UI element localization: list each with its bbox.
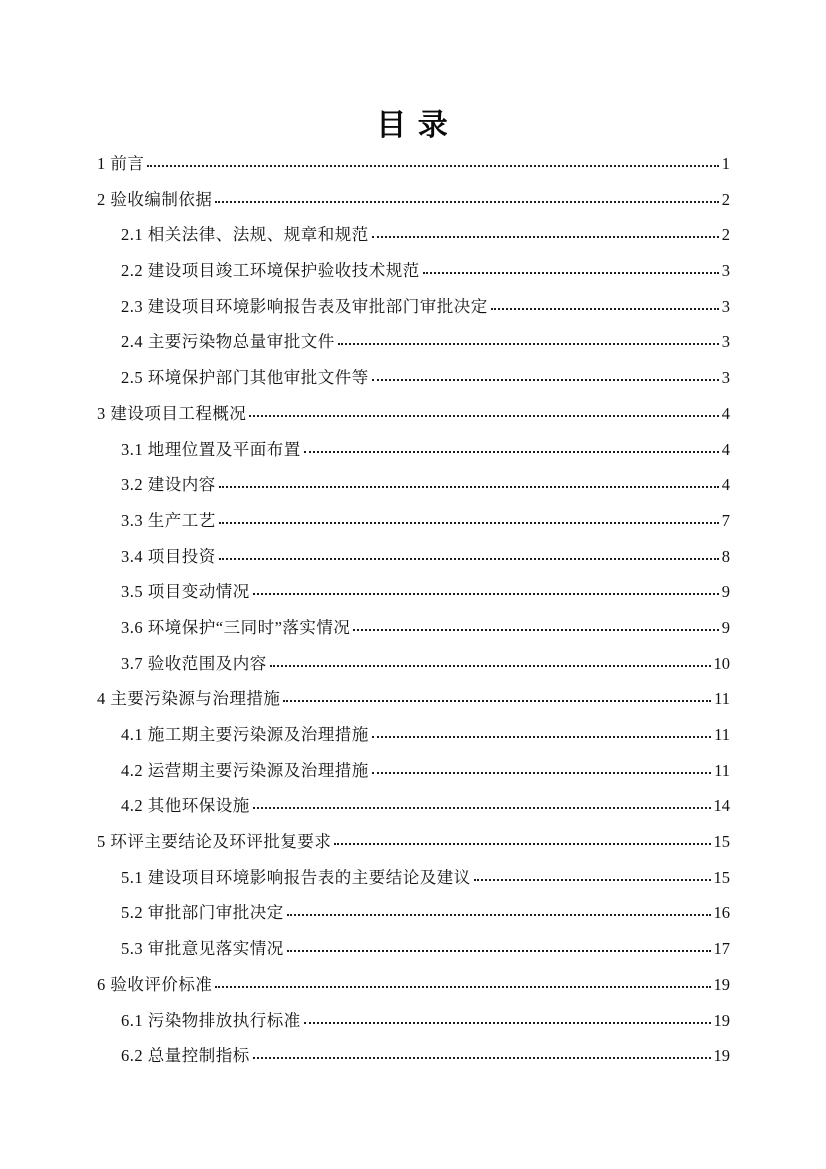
- toc-entry[interactable]: [97, 146, 730, 182]
- toc-dot-leader: [338, 343, 719, 345]
- toc-entry-label: 2 验收编制依据: [97, 189, 213, 209]
- toc-page-number: 2: [721, 189, 730, 209]
- toc-page-number: 9: [721, 582, 730, 602]
- toc-entry[interactable]: [97, 681, 730, 717]
- toc-page-number: 19: [713, 1010, 730, 1030]
- toc-entry-label: 2.3 建设项目环境影响报告表及审批部门审批决定: [121, 296, 488, 316]
- toc-entry-label: 1 前言: [97, 154, 145, 173]
- toc-dot-leader: [423, 272, 719, 274]
- toc-entry-label: 6.2 总量控制指标: [121, 1046, 250, 1066]
- toc-dot-leader: [353, 629, 718, 631]
- toc-dot-leader: [491, 308, 719, 310]
- toc-page-number: 19: [713, 974, 730, 994]
- toc-entry-label: 4 主要污染源与治理措施: [97, 689, 281, 709]
- toc-page-number: 10: [713, 653, 730, 673]
- toc-dot-leader: [372, 736, 711, 738]
- toc-entry[interactable]: [97, 289, 730, 325]
- toc-dot-leader: [270, 665, 711, 667]
- toc-dot-leader: [287, 950, 711, 952]
- toc-entry[interactable]: [97, 967, 730, 1003]
- toc-entry-label: 5.1 建设项目环境影响报告表的主要结论及建议: [121, 867, 471, 887]
- toc-entry[interactable]: [97, 753, 730, 789]
- toc-dot-leader: [474, 879, 711, 881]
- toc-page-number: 11: [714, 760, 730, 780]
- toc-dot-leader: [372, 236, 719, 238]
- toc-dot-leader: [215, 201, 718, 203]
- toc-entry-label: 5.3 审批意见落实情况: [121, 939, 284, 959]
- toc-entry[interactable]: [97, 931, 730, 967]
- toc-entry[interactable]: [97, 895, 730, 931]
- toc-entry[interactable]: [97, 467, 730, 503]
- toc-page-number: 2: [721, 225, 730, 245]
- toc-page-number: 7: [721, 510, 730, 530]
- toc-dot-leader: [253, 807, 711, 809]
- toc-dot-leader: [304, 451, 719, 453]
- toc-entry[interactable]: [97, 182, 730, 218]
- toc-entry-label: 2.5 环境保护部门其他审批文件等: [121, 368, 369, 388]
- toc-page-number: 4: [721, 439, 730, 459]
- page-title: 目 录: [376, 109, 450, 142]
- toc-page-number: 3: [721, 368, 730, 388]
- toc-dot-leader: [283, 700, 711, 702]
- toc-dot-leader: [287, 914, 711, 916]
- toc-entry-label: 2.2 建设项目竣工环境保护验收技术规范: [121, 261, 420, 281]
- toc-entry[interactable]: [97, 610, 730, 646]
- toc-dot-leader: [372, 772, 711, 774]
- toc-entry[interactable]: [97, 717, 730, 753]
- toc-entry[interactable]: [97, 539, 730, 575]
- toc-entry-label: 6 验收评价标准: [97, 974, 213, 994]
- toc-entry[interactable]: [97, 646, 730, 682]
- toc-page-number: 8: [721, 546, 730, 566]
- toc-entry[interactable]: [97, 788, 730, 824]
- toc-entry-label: 4.2 其他环保设施: [121, 796, 250, 816]
- toc-entry-label: 2.4 主要污染物总量审批文件: [121, 332, 335, 352]
- toc-entry[interactable]: [97, 432, 730, 468]
- toc-entry-label: 3.2 建设内容: [121, 475, 216, 495]
- toc-entry-label: 5.2 审批部门审批决定: [121, 903, 284, 923]
- toc-dot-leader: [334, 843, 710, 845]
- toc-dot-leader: [372, 379, 719, 381]
- toc-entry[interactable]: [97, 253, 730, 289]
- toc-entry[interactable]: [97, 824, 730, 860]
- toc-entry[interactable]: [97, 217, 730, 253]
- toc-dot-leader: [253, 1057, 711, 1059]
- toc-entry[interactable]: [97, 1038, 730, 1074]
- toc-page-number: 1: [721, 154, 730, 173]
- toc-page-number: 3: [721, 332, 730, 352]
- toc-entry-label: 2.1 相关法律、法规、规章和规范: [121, 225, 369, 245]
- toc-page-number: 16: [713, 903, 730, 923]
- toc-dot-leader: [253, 593, 719, 595]
- toc-page-number: 17: [713, 939, 730, 959]
- toc-page-number: 14: [713, 796, 730, 816]
- toc-page-number: 4: [721, 475, 730, 495]
- toc-page-number: 3: [721, 296, 730, 316]
- toc-entry-label: 3.7 验收范围及内容: [121, 653, 267, 673]
- toc-dot-leader: [219, 486, 719, 488]
- toc-dot-leader: [219, 558, 719, 560]
- toc-entry-label: 4.2 运营期主要污染源及治理措施: [121, 760, 369, 780]
- toc-entry[interactable]: [97, 574, 730, 610]
- toc-page-number: 3: [721, 261, 730, 281]
- toc-list: [97, 146, 730, 1074]
- toc-entry[interactable]: [97, 396, 730, 432]
- toc-page-number: 11: [714, 725, 730, 744]
- toc-dot-leader: [304, 1022, 711, 1024]
- toc-page-number: 19: [713, 1046, 730, 1066]
- toc-dot-leader: [219, 522, 719, 524]
- toc-entry-label: 3.4 项目投资: [121, 546, 216, 566]
- toc-dot-leader: [147, 165, 718, 167]
- toc-dot-leader: [215, 986, 710, 988]
- toc-page-number: 15: [713, 832, 730, 852]
- toc-entry-label: 3 建设项目工程概况: [97, 403, 247, 423]
- toc-entry-label: 3.3 生产工艺: [121, 510, 216, 530]
- toc-page-number: 15: [713, 867, 730, 887]
- toc-entry-label: 6.1 污染物排放执行标准: [121, 1010, 301, 1030]
- toc-entry[interactable]: [97, 360, 730, 396]
- toc-page-number: 4: [721, 403, 730, 423]
- toc-entry-label: 3.6 环境保护“三同时”落实情况: [121, 617, 351, 637]
- toc-entry[interactable]: [97, 503, 730, 539]
- toc-entry[interactable]: [97, 860, 730, 896]
- toc-entry-label: 3.5 项目变动情况: [121, 582, 250, 602]
- toc-entry[interactable]: [97, 324, 730, 360]
- toc-page-number: 9: [721, 617, 730, 637]
- toc-entry-label: 4.1 施工期主要污染源及治理措施: [121, 725, 369, 744]
- toc-entry-label: 3.1 地理位置及平面布置: [121, 439, 301, 459]
- toc-dot-leader: [249, 415, 718, 417]
- toc-entry[interactable]: [97, 1003, 730, 1039]
- toc-page-number: 11: [714, 689, 730, 709]
- toc-entry-label: 5 环评主要结论及环评批复要求: [97, 832, 332, 852]
